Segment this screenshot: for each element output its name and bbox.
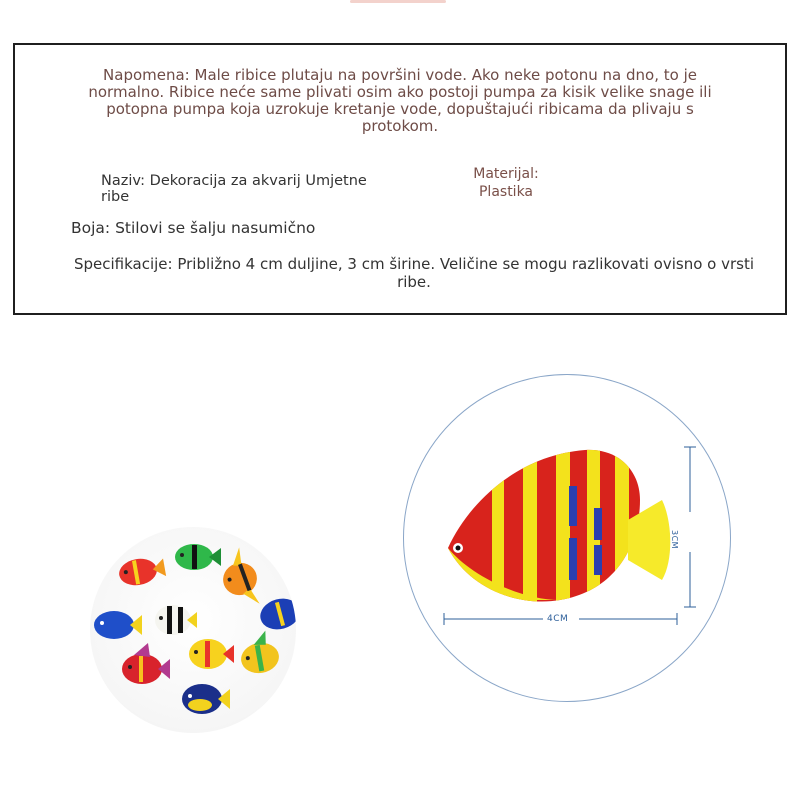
width-label: 4CM [547,614,569,624]
color-info: Boja: Stilovi se šalju nasumično [71,219,316,237]
note-text: Napomena: Male ribice plutaju na površini vode. Ako neke potonu na dno, to je normalno. Ribice neće same plivati osim ako postoji pumpa za kisik velike snage ili potopna pumpa koja uzrokuje kretanje vode, dopuštajući ribicama da plivaju s protokom. [88,66,712,135]
striped-fish-icon [448,440,670,620]
height-label: 3CM [670,530,679,550]
material-value: Plastika [478,184,534,200]
specification-text: Specifikacije: Približno 4 cm duljine, 3 cm širine. Veličine se mogu razlikovati ovisno o vrsti ribe. [73,255,755,291]
material-label: Materijal: [473,166,539,182]
product-name: Naziv: Dekoracija za akvarij Umjetne ribe [101,173,367,205]
